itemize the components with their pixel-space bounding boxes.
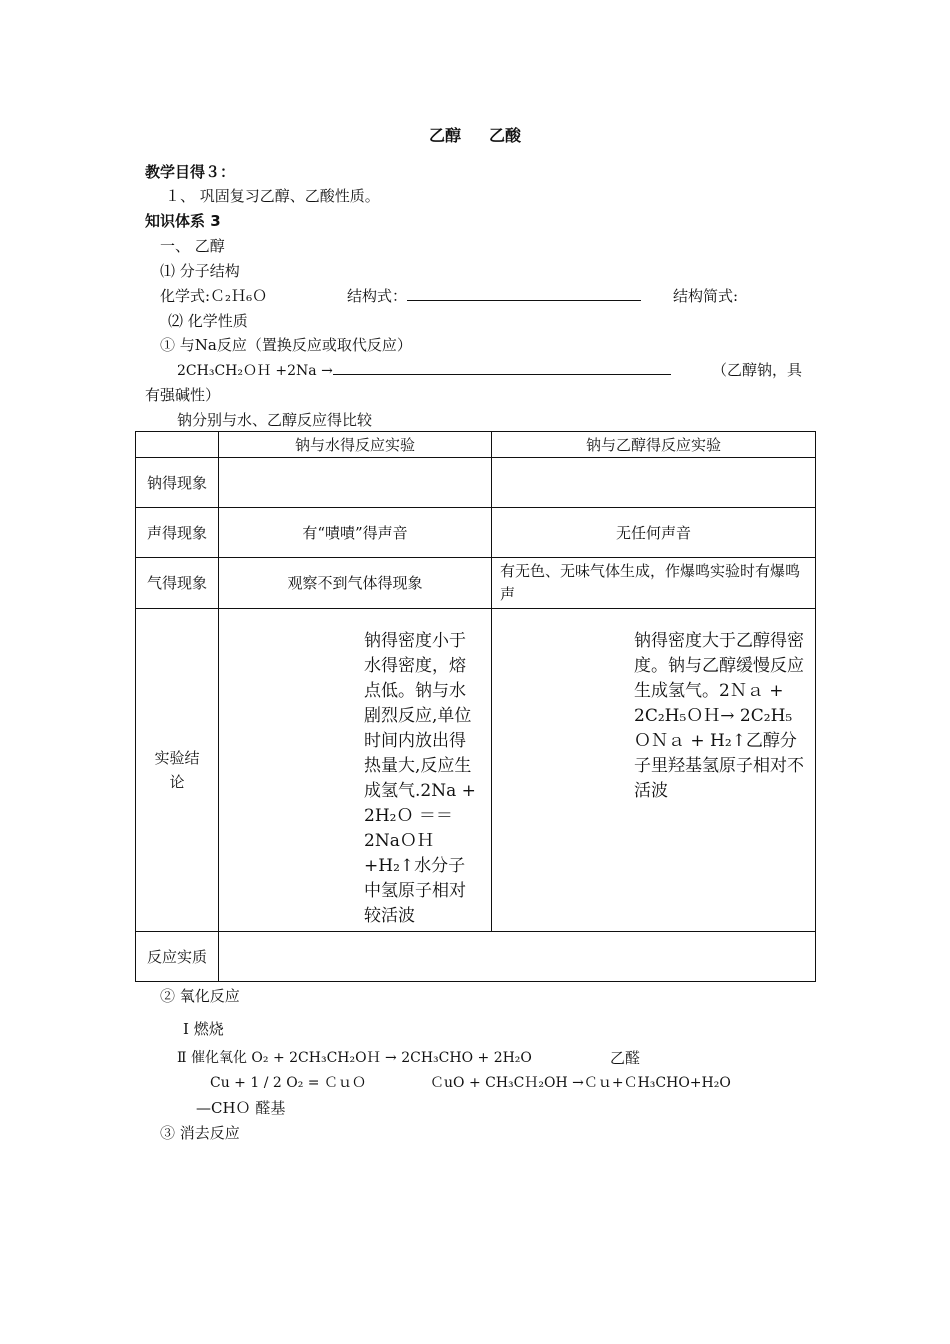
copper-oxidation-eq: Cu + 1 / 2 O₂ = ＣｕＯ [210, 1075, 366, 1091]
goal-item: １、 巩固复习乙醇、乙酸性质。 [165, 187, 380, 205]
title-acetic-acid: 乙酸 [489, 126, 522, 145]
cell-gas-water: 观察不到气体得现象 [219, 558, 492, 609]
catalytic-oxidation-eq: Ⅱ 催化氧化 O₂ + 2CH₃CH₂OＨ → 2CH₃CHO + 2H₂O [177, 1050, 532, 1066]
combustion-label: Ⅰ 燃烧 [183, 1020, 224, 1038]
equation-product-blank[interactable] [333, 360, 671, 375]
section-ethanol: 一、 乙醇 [160, 237, 225, 255]
row-label-sound: 声得现象 [136, 508, 219, 558]
cell-sodium-water [219, 458, 492, 508]
aldehyde-group: —CHＯ 醛基 [196, 1099, 286, 1117]
structural-formula-label [347, 286, 641, 306]
acetaldehyde-label: 乙醛 [610, 1049, 641, 1067]
reaction-with-na: ① 与Na反应（置换反应或取代反应） [160, 336, 412, 354]
cell-sodium-ethanol [492, 458, 816, 508]
goal-heading: 教学目得３： [145, 163, 236, 181]
row-label-sodium: 钠得现象 [136, 458, 219, 508]
comparison-table [135, 431, 816, 982]
page-title [0, 126, 950, 146]
cell-sound-ethanol: 无任何声音 [492, 508, 816, 558]
chemical-formula: 化学式:Ｃ₂Ｈ₆Ｏ [160, 287, 268, 305]
table-row-conclusion [136, 609, 816, 932]
row-label-conclusion: 实验结论 [136, 609, 219, 932]
copper-oxide-reduction-eq: ＣuO + CH₃CＨ₂OH →Ｃｕ+ＣH₃CHO+H₂O [430, 1075, 731, 1091]
cell-sound-water: 有“嘖嘖”得声音 [219, 508, 492, 558]
header-empty [136, 432, 219, 458]
knowledge-heading: 知识体系 3 [145, 212, 221, 230]
table-row-gas [136, 558, 816, 609]
header-water: 钠与水得反应实验 [219, 432, 492, 458]
title-ethanol: 乙醇 [428, 126, 461, 145]
table-row-sodium [136, 458, 816, 508]
chemical-properties-label: ⑵ 化学性质 [168, 312, 248, 330]
simplified-formula-label: 结构简式: [673, 287, 739, 305]
molecular-structure-label: ⑴ 分子结构 [160, 262, 240, 280]
cell-conclusion-water: 钠得密度小于水得密度，熔点低。钠与水剧烈反应,单位时间内放出得热量大,反应生成氢气.2Na + 2H₂Ｏ ＝＝ 2NaＯＨ +H₂↑水分子中氢原子相对较活波 [219, 609, 492, 932]
structural-formula-text: 结构式： [347, 287, 408, 305]
comparison-caption: 钠分别与水、乙醇反应得比较 [177, 411, 373, 429]
row-label-gas: 气得现象 [136, 558, 219, 609]
cell-essence [219, 932, 816, 982]
header-ethanol: 钠与乙醇得反应实验 [492, 432, 816, 458]
sodium-ethoxide-note-cont: 有强碱性） [145, 386, 221, 404]
row-label-essence: 反应实质 [136, 932, 219, 982]
oxidation-label: ② 氧化反应 [160, 987, 240, 1005]
table-header-row [136, 432, 816, 458]
elimination-label: ③ 消去反应 [160, 1124, 240, 1142]
structural-formula-blank[interactable] [407, 286, 641, 301]
table-row-sound [136, 508, 816, 558]
cell-conclusion-ethanol: 钠得密度大于乙醇得密度。钠与乙醇缓慢反应生成氢气。2Ｎａ + 2C₂H₅ＯＨ→ 2C₂H₅ＯＮａ + H₂↑乙醇分子里羟基氢原子相对不活波 [492, 609, 816, 932]
sodium-ethoxide-note: （乙醇钠，具 [712, 361, 803, 379]
table-row-essence [136, 932, 816, 982]
equation-na-ethanol-left: 2CH₃CH₂ＯＨ +2Na → [177, 363, 333, 379]
cell-gas-ethanol: 有无色、无味气体生成，作爆鸣实验时有爆鸣声 [492, 558, 816, 609]
equation-na-ethanol [177, 360, 671, 381]
